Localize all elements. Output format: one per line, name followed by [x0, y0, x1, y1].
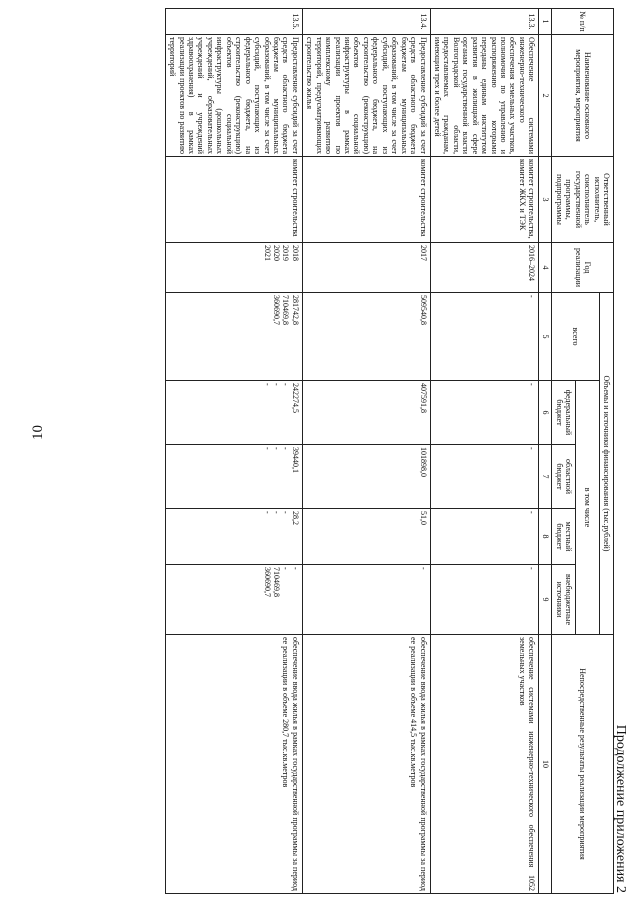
- regional-cell: [302, 445, 430, 509]
- header-name: Наименование основного мероприятия, мероприятия: [552, 35, 614, 157]
- row-number: 13.4.: [302, 9, 430, 35]
- program-activities-table: [165, 8, 614, 894]
- amount: -: [281, 511, 291, 514]
- executor: комитет строительства: [165, 157, 302, 243]
- row-number: 13.5.: [165, 9, 302, 35]
- amount: 360690,7: [272, 295, 281, 325]
- header-federal: федеральный бюджет: [552, 381, 576, 445]
- executor: комитет строительства: [302, 157, 430, 243]
- offbudget-cell: [165, 565, 302, 635]
- page-number: 10: [30, 425, 46, 440]
- result-text: обеспечение системами инженерно-технического обеспечения 1052 земельных участков: [430, 635, 539, 894]
- amount: -: [281, 447, 291, 450]
- header-total: всего: [552, 293, 599, 381]
- column-number: 1: [539, 9, 552, 35]
- header-local: местный бюджет: [552, 509, 576, 565]
- amount: -: [272, 383, 281, 386]
- offbudget-cell: [430, 565, 539, 635]
- amount: 281742,8: [290, 295, 300, 325]
- column-number: 8: [539, 509, 552, 565]
- activity-name: Предоставление субсидий за счет средств областного бюджета бюджетам муниципальных образований, в том числе за счет субсидий, поступающих из федерального бюджета, на строительство (реконструкцию) объектов социальной инфраструктуры в рамках реализации проектов по комплексному развитию территорий, предусматривающих строительство жилья: [302, 35, 430, 157]
- amount: -: [262, 383, 272, 386]
- header-financing: Объемы и источники финансирования (тыс.рублей): [599, 293, 613, 635]
- total-cell: [302, 293, 430, 381]
- amount: 509540,8: [418, 295, 428, 325]
- result-text: обеспечение ввода жилья в рамках государственной программы за период ее реализации в объеме 280,7 тыс.кв.метров: [165, 635, 302, 894]
- appendix-title: Продолжение приложения 2: [613, 724, 628, 893]
- total-cell: [430, 293, 539, 381]
- amount: 710469,8: [272, 567, 281, 597]
- amount: -: [272, 511, 281, 514]
- header-executor: Ответственный исполнитель, соисполнитель государственной программы, подпрограммы: [552, 157, 614, 243]
- amount: -: [527, 567, 537, 570]
- column-number: 6: [539, 381, 552, 445]
- regional-cell: [165, 445, 302, 509]
- header-offbudget: внебюджетные источники: [552, 565, 576, 635]
- table-row-13-5: [165, 9, 302, 894]
- amount: -: [281, 567, 291, 570]
- amount: 51,0: [418, 511, 428, 525]
- year: 2020: [272, 245, 281, 261]
- column-number: 9: [539, 565, 552, 635]
- column-number: 4: [539, 243, 552, 293]
- amount: 360690,7: [262, 567, 272, 597]
- amount: 242274,5: [290, 383, 300, 413]
- result-text: обеспечение ввода жилья в рамках государственной программы за период ее реализации в объеме 414,5 тыс.кв.метров: [302, 635, 430, 894]
- year: 2017: [418, 245, 428, 261]
- amount: -: [272, 447, 281, 450]
- column-number: 5: [539, 293, 552, 381]
- header-in-that: в том числе: [576, 381, 599, 635]
- amount: -: [262, 447, 272, 450]
- local-cell: [302, 509, 430, 565]
- column-number-row: [539, 9, 552, 894]
- rotated-page: [18, 8, 628, 893]
- header-num: № п/п: [552, 9, 614, 35]
- amount: -: [527, 447, 537, 450]
- year: 2016–2024: [527, 245, 537, 281]
- amount: -: [527, 511, 537, 514]
- executor: комитет строительства, комитет ЖКХ и ТЭК: [430, 157, 539, 243]
- years-cell: [302, 243, 430, 293]
- year: 2021: [262, 245, 272, 261]
- table-row-13-4: [302, 9, 430, 894]
- table-row-13-3: [430, 9, 539, 894]
- amount: -: [281, 383, 291, 386]
- amount: -: [262, 511, 272, 514]
- years-cell: [165, 243, 302, 293]
- amount: 407591,8: [418, 383, 428, 413]
- column-number: 7: [539, 445, 552, 509]
- federal-cell: [302, 381, 430, 445]
- amount: 101898,0: [418, 447, 428, 477]
- activity-name: Обеспечение системами инженерно-технического обеспечения земельных участков, полномочия по управлению и распоряжению которыми переданы единым институтом развития в жилищной сфере органам государственной власти Волгоградской области, предоставляемых гражданам, имеющим трех и более детей: [430, 35, 539, 157]
- local-cell: [165, 509, 302, 565]
- column-number: 2: [539, 35, 552, 157]
- amount: 28,2: [290, 511, 300, 525]
- federal-cell: [165, 381, 302, 445]
- amount: 39440,1: [290, 447, 300, 473]
- activity-name: Предоставление субсидий за счет средств областного бюджета бюджетам муниципальных образований, в том числе за счет субсидий, поступающих из федерального бюджета, на строительство (реконструкцию) объектов социальной инфраструктуры (дошкольных учреждений, образовательных учреждений и учреждений здравоохранения) в рамках реализации проектов по развитию территорий: [165, 35, 302, 157]
- amount: -: [290, 567, 300, 570]
- year: 2018: [290, 245, 300, 261]
- row-number: 13.3.: [430, 9, 539, 35]
- header-year: Год реализации: [552, 243, 614, 293]
- total-cell: [165, 293, 302, 381]
- amount: -: [418, 567, 428, 570]
- offbudget-cell: [302, 565, 430, 635]
- header-regional: областной бюджет: [552, 445, 576, 509]
- regional-cell: [430, 445, 539, 509]
- amount: -: [527, 295, 537, 298]
- amount: -: [527, 383, 537, 386]
- column-number: 3: [539, 157, 552, 243]
- header-results: Непосредственные результаты реализации мероприятия: [552, 635, 614, 894]
- amount: 710469,8: [281, 295, 291, 325]
- federal-cell: [430, 381, 539, 445]
- column-number: 10: [539, 635, 552, 894]
- year: 2019: [281, 245, 291, 261]
- local-cell: [430, 509, 539, 565]
- years-cell: [430, 243, 539, 293]
